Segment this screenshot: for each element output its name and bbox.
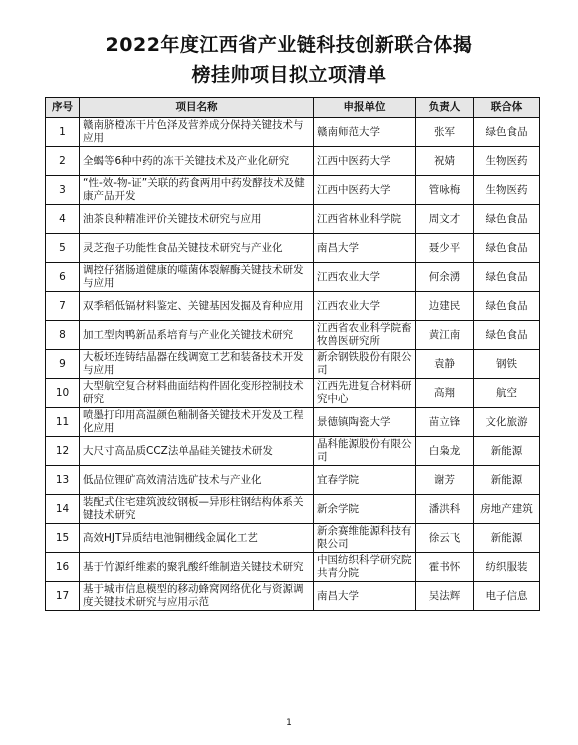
cell-consortium: 新能源 bbox=[474, 524, 540, 553]
cell-applicant-unit: 赣南师范大学 bbox=[314, 118, 416, 147]
cell-applicant-unit: 江西农业大学 bbox=[314, 292, 416, 321]
table-row bbox=[46, 408, 540, 437]
cell-no: 12 bbox=[46, 437, 80, 466]
cell-no: 8 bbox=[46, 321, 80, 350]
cell-project-name: 双季稻低镉材料鉴定、关键基因发掘及育种应用 bbox=[80, 292, 314, 321]
cell-no: 2 bbox=[46, 147, 80, 176]
cell-applicant-unit: 江西先进复合材料研究中心 bbox=[314, 379, 416, 408]
cell-consortium: 绿色食品 bbox=[474, 205, 540, 234]
cell-project-name: 大型航空复合材料曲面结构件固化变形控制技术研究 bbox=[80, 379, 314, 408]
header-project-name: 项目名称 bbox=[80, 98, 314, 118]
table-row bbox=[46, 350, 540, 379]
cell-project-name: 低品位锂矿高效清洁选矿技术与产业化 bbox=[80, 466, 314, 495]
table-row bbox=[46, 495, 540, 524]
cell-consortium: 绿色食品 bbox=[474, 321, 540, 350]
table-row bbox=[46, 176, 540, 205]
cell-applicant-unit: 江西农业大学 bbox=[314, 263, 416, 292]
cell-applicant-unit: 江西省农业科学院畜牧兽医研究所 bbox=[314, 321, 416, 350]
cell-no: 6 bbox=[46, 263, 80, 292]
table-row bbox=[46, 234, 540, 263]
cell-consortium: 房地产建筑 bbox=[474, 495, 540, 524]
cell-applicant-unit: 新余赛维能源科技有限公司 bbox=[314, 524, 416, 553]
header-applicant-unit: 申报单位 bbox=[314, 98, 416, 118]
cell-applicant-unit: 新余学院 bbox=[314, 495, 416, 524]
cell-person-in-charge: 徐云飞 bbox=[416, 524, 474, 553]
table-row bbox=[46, 466, 540, 495]
cell-applicant-unit: 江西中医药大学 bbox=[314, 147, 416, 176]
cell-no: 14 bbox=[46, 495, 80, 524]
cell-consortium: 绿色食品 bbox=[474, 292, 540, 321]
table-row bbox=[46, 205, 540, 234]
cell-no: 1 bbox=[46, 118, 80, 147]
cell-project-name: 装配式住宅建筑波纹钢板—异形柱钢结构体系关键技术研究 bbox=[80, 495, 314, 524]
cell-person-in-charge: 潘洪科 bbox=[416, 495, 474, 524]
cell-person-in-charge: 霍书怀 bbox=[416, 553, 474, 582]
cell-applicant-unit: 宜春学院 bbox=[314, 466, 416, 495]
cell-project-name: 调控仔猪肠道健康的噬菌体裂解酶关键技术研发与应用 bbox=[80, 263, 314, 292]
cell-person-in-charge: 祝婧 bbox=[416, 147, 474, 176]
cell-applicant-unit: 中国纺织科学研究院共青分院 bbox=[314, 553, 416, 582]
table-row bbox=[46, 118, 540, 147]
cell-project-name: 加工型肉鸭新品系培育与产业化关键技术研究 bbox=[80, 321, 314, 350]
cell-no: 3 bbox=[46, 176, 80, 205]
cell-no: 16 bbox=[46, 553, 80, 582]
cell-no: 4 bbox=[46, 205, 80, 234]
cell-person-in-charge: 高翔 bbox=[416, 379, 474, 408]
table-header-row bbox=[46, 98, 540, 118]
cell-project-name: 全蝎等6种中药的冻干关键技术及产业化研究 bbox=[80, 147, 314, 176]
cell-project-name: 大板坯连铸结晶器在线调宽工艺和装备技术开发与应用 bbox=[80, 350, 314, 379]
header-consortium: 联合体 bbox=[474, 98, 540, 118]
cell-project-name: 基于竹源纤维素的聚乳酸纤维制造关键技术研究 bbox=[80, 553, 314, 582]
table-row bbox=[46, 582, 540, 611]
cell-no: 7 bbox=[46, 292, 80, 321]
cell-person-in-charge: 张军 bbox=[416, 118, 474, 147]
page-number: 1 bbox=[286, 718, 292, 728]
cell-no: 11 bbox=[46, 408, 80, 437]
cell-applicant-unit: 晶科能源股份有限公司 bbox=[314, 437, 416, 466]
cell-consortium: 绿色食品 bbox=[474, 118, 540, 147]
cell-consortium: 钢铁 bbox=[474, 350, 540, 379]
cell-no: 17 bbox=[46, 582, 80, 611]
cell-applicant-unit: 南昌大学 bbox=[314, 582, 416, 611]
cell-person-in-charge: 何余湧 bbox=[416, 263, 474, 292]
header-person-in-charge: 负责人 bbox=[416, 98, 474, 118]
cell-applicant-unit: 新余钢铁股份有限公司 bbox=[314, 350, 416, 379]
cell-consortium: 纺织服装 bbox=[474, 553, 540, 582]
project-list-table bbox=[45, 97, 540, 611]
cell-person-in-charge: 袁静 bbox=[416, 350, 474, 379]
cell-no: 15 bbox=[46, 524, 80, 553]
cell-no: 9 bbox=[46, 350, 80, 379]
document-title-line-1: 2022年度江西省产业链科技创新联合体揭 bbox=[105, 34, 473, 56]
table-row bbox=[46, 553, 540, 582]
table-row bbox=[46, 292, 540, 321]
cell-project-name: 基于城市信息模型的移动蜂窝网络优化与资源调度关键技术研究与应用示范 bbox=[80, 582, 314, 611]
cell-consortium: 电子信息 bbox=[474, 582, 540, 611]
cell-no: 13 bbox=[46, 466, 80, 495]
table-row bbox=[46, 147, 540, 176]
cell-project-name: 灵芝孢子功能性食品关键技术研究与产业化 bbox=[80, 234, 314, 263]
cell-project-name: 大尺寸高品质CCZ法单晶硅关键技术研发 bbox=[80, 437, 314, 466]
cell-applicant-unit: 江西中医药大学 bbox=[314, 176, 416, 205]
cell-project-name: “性-效-物-证”关联的药食两用中药发酵技术及健康产品开发 bbox=[80, 176, 314, 205]
table-row bbox=[46, 437, 540, 466]
cell-project-name: 高效HJT异质结电池铜栅线金属化工艺 bbox=[80, 524, 314, 553]
cell-person-in-charge: 谢芳 bbox=[416, 466, 474, 495]
header-no: 序号 bbox=[46, 98, 80, 118]
cell-project-name: 油茶良种精准评价关键技术研究与应用 bbox=[80, 205, 314, 234]
cell-consortium: 生物医药 bbox=[474, 176, 540, 205]
cell-consortium: 绿色食品 bbox=[474, 234, 540, 263]
cell-person-in-charge: 边建民 bbox=[416, 292, 474, 321]
cell-consortium: 生物医药 bbox=[474, 147, 540, 176]
table-row bbox=[46, 524, 540, 553]
table-row bbox=[46, 379, 540, 408]
cell-person-in-charge: 周文才 bbox=[416, 205, 474, 234]
cell-project-name: 喷墨打印用高温颜色釉制备关键技术开发及工程化应用 bbox=[80, 408, 314, 437]
cell-no: 10 bbox=[46, 379, 80, 408]
cell-applicant-unit: 南昌大学 bbox=[314, 234, 416, 263]
cell-person-in-charge: 黄江南 bbox=[416, 321, 474, 350]
cell-person-in-charge: 聂少平 bbox=[416, 234, 474, 263]
cell-person-in-charge: 吴法辉 bbox=[416, 582, 474, 611]
cell-consortium: 新能源 bbox=[474, 466, 540, 495]
cell-consortium: 新能源 bbox=[474, 437, 540, 466]
cell-person-in-charge: 管咏梅 bbox=[416, 176, 474, 205]
cell-applicant-unit: 江西省林业科学院 bbox=[314, 205, 416, 234]
cell-consortium: 文化旅游 bbox=[474, 408, 540, 437]
cell-person-in-charge: 苗立锋 bbox=[416, 408, 474, 437]
table-row bbox=[46, 321, 540, 350]
cell-consortium: 航空 bbox=[474, 379, 540, 408]
table-body bbox=[46, 118, 540, 611]
cell-applicant-unit: 景德镇陶瓷大学 bbox=[314, 408, 416, 437]
document-title-line-2: 榜挂帅项目拟立项清单 bbox=[191, 64, 387, 86]
cell-project-name: 赣南脐橙冻干片色泽及营养成分保持关键技术与应用 bbox=[80, 118, 314, 147]
table-row bbox=[46, 263, 540, 292]
cell-no: 5 bbox=[46, 234, 80, 263]
cell-person-in-charge: 白枭龙 bbox=[416, 437, 474, 466]
cell-consortium: 绿色食品 bbox=[474, 263, 540, 292]
